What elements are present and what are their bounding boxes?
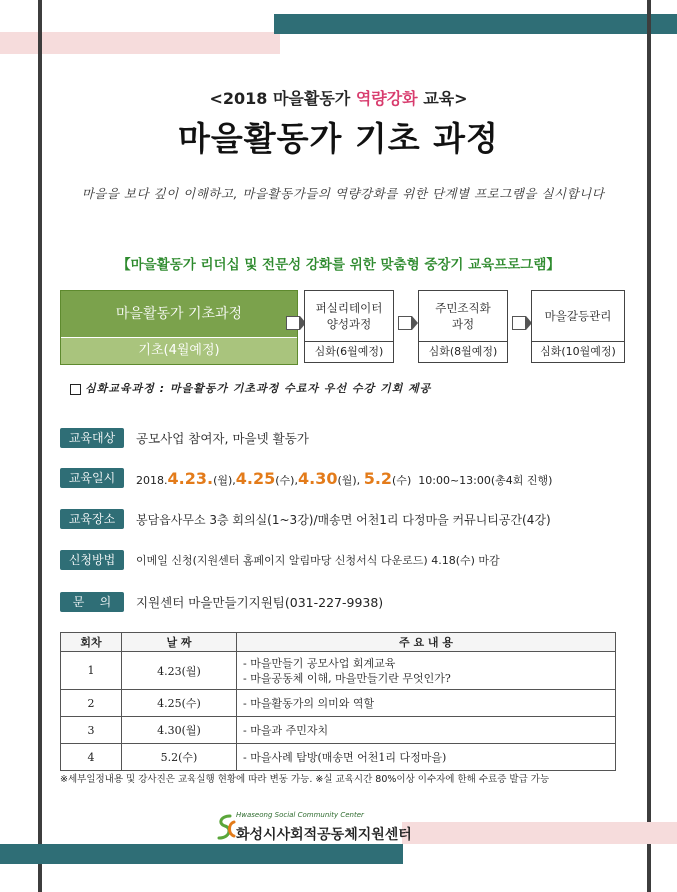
cell-topics: - 마을사례 탐방(매송면 어천1리 다정마을): [237, 744, 616, 771]
deco-teal-band-top: [274, 14, 677, 34]
subtitle-highlight: 역량강화: [355, 89, 418, 108]
step-name: 마을갈등관리: [544, 309, 612, 323]
cell-topics: - 마을과 주민자치: [237, 717, 616, 744]
info-value: 2018.4.23.(월),4.25(수),4.30(월), 5.2(수) 10:00~13:00(총4회 진행): [136, 468, 553, 488]
table-row: [61, 717, 616, 744]
program-banner: 【마을활동가 리더십 및 전문성 강화를 위한 맞춤형 중장기 교육프로그램】: [117, 257, 560, 273]
info-value: 이메일 신청(지원센터 홈페이지 알림마당 신청서식 다운로드) 4.18(수) 마감: [136, 554, 500, 567]
table-header-row: [61, 633, 616, 652]
deco-pink-band-bottom: [402, 822, 677, 844]
step-conflict-course: [531, 290, 625, 363]
deco-pink-band-top: [0, 32, 280, 54]
info-value: 지원센터 마을만들기지원팀(031-227-9938): [136, 595, 384, 610]
cell-no: 3: [61, 717, 122, 744]
info-target: [60, 427, 309, 449]
step-name: 주민조직화 과정: [435, 301, 491, 331]
info-schedule: [60, 467, 552, 489]
info-label: 신청방법: [60, 550, 124, 570]
info-label: 교육장소: [60, 509, 124, 529]
intro-handwritten-text: 마을을 보다 깊이 이해하고, 마을활동가들의 역량강화를 위한 단계별 프로그램을 실시합니다: [81, 186, 605, 201]
cell-topics: - 마을만들기 공모사업 회계교육 - 마을공동체 이해, 마을만들기란 무엇인가?: [237, 652, 616, 690]
advanced-course-note: 심화교육과정 : 마을활동가 기초과정 수료자 우선 수강 기회 제공: [70, 380, 431, 396]
logo-korean-name: 화성시사회적공동체지원센터: [236, 827, 412, 843]
cell-date: 5.2(수): [122, 744, 237, 771]
cell-date: 4.30(월): [122, 717, 237, 744]
info-contact: [60, 591, 383, 613]
cell-topics: - 마을활동가의 의미와 역할: [237, 690, 616, 717]
step-name: 퍼실리테이터 양성과정: [315, 301, 383, 331]
table-row: [61, 690, 616, 717]
cell-date: 4.23(월): [122, 652, 237, 690]
footnote: ※세부일정내용 및 강사진은 교육실행 현황에 따라 변동 가능. ※실 교육시간 80%이상 이수자에 한해 수료증 발급 가능: [60, 774, 550, 785]
info-label: 교육일시: [60, 468, 124, 488]
step-schedule: 심화(8월예정): [419, 341, 507, 362]
table-row: [61, 652, 616, 690]
checkbox-square-icon: [70, 384, 81, 395]
cell-date: 4.25(수): [122, 690, 237, 717]
step-facilitator-course: [304, 290, 394, 363]
cell-no: 4: [61, 744, 122, 771]
arrow-icon: [398, 316, 412, 330]
header-no: 회차: [61, 633, 122, 652]
table-row: [61, 744, 616, 771]
schedule-table: [60, 632, 616, 771]
step-schedule: 심화(6월예정): [305, 341, 393, 362]
deco-teal-band-bottom: [0, 844, 403, 864]
logo-english-name: Hwaseong Social Community Center: [236, 811, 364, 819]
header-subtitle: <2018 마을활동가 역량강화 교육>: [209, 89, 468, 108]
step-basic-course: [60, 290, 298, 365]
step-schedule: 기초(4월예정): [61, 337, 297, 364]
info-place: [60, 508, 551, 530]
info-label: 교육대상: [60, 428, 124, 448]
step-organizing-course: [418, 290, 508, 363]
header-topics: 주 요 내 용: [237, 633, 616, 652]
arrow-icon: [512, 316, 526, 330]
info-value: 공모사업 참여자, 마을넷 활동가: [136, 431, 309, 446]
cell-no: 1: [61, 652, 122, 690]
info-label: 문 의: [60, 592, 124, 612]
info-value: 봉담읍사무소 3층 회의실(1~3강)/매송면 어천1리 다정마을 커뮤니티공간(4강): [136, 512, 551, 527]
step-schedule: 심화(10월예정): [532, 341, 624, 362]
arrow-icon: [286, 316, 300, 330]
center-logo-icon: [214, 812, 236, 842]
page-title: 마을활동가 기초 과정: [178, 119, 499, 158]
cell-no: 2: [61, 690, 122, 717]
header-date: 날 짜: [122, 633, 237, 652]
info-apply: [60, 549, 500, 571]
step-name: 마을활동가 기초과정: [61, 291, 297, 337]
